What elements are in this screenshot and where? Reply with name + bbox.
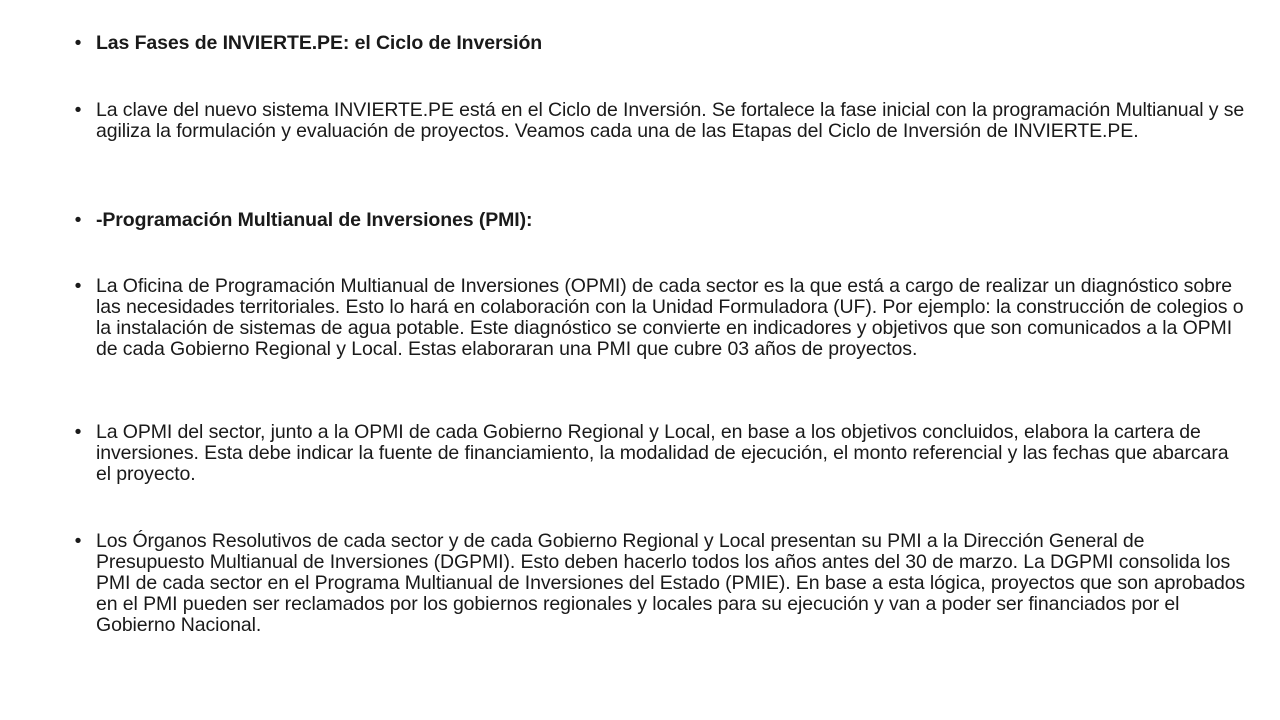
bullet-dot: • (74, 530, 82, 552)
opmi-text: La Oficina de Programación Multianual de Inversiones (OPMI) de cada sector es la que está a cargo de realizar un diagnóstico sobre las necesidades territoriales. Esto lo hará en colaboración con la Unidad Formuladora (UF). Por ejemplo: la construcción de colegios o la instalación de sistemas de agua potable. Este diagnóstico se convierte en indicadores y objetivos que son comunicados a la OPMI de cada Gobierno Regional y Local. Estas elaboraran una PMI que cubre 03 años de proyectos. (96, 275, 1244, 360)
organos-text: Los Órganos Resolutivos de cada sector y de cada Gobierno Regional y Local presentan su PMI a la Dirección General de Presupuesto Multianual de Inversiones (DGPMI). Esto deben hacerlo todos los años antes del 30 de marzo. La DGPMI consolida los PMI de cada sector en el Programa Multianual de Inversiones del Estado (PMIE). En base a esta lógica, proyectos que son aprobados en el PMI pueden ser reclamados por los gobiernos regionales y locales para su ejecución y van a poder ser financiados por el Gobierno Nacional. (96, 530, 1246, 636)
bullet-pmi-heading (74, 209, 1246, 231)
bullet-intro (74, 99, 1246, 142)
intro-text: La clave del nuevo sistema INVIERTE.PE está en el Ciclo de Inversión. Se fortalece la fase inicial con la programación Multianual y se agiliza la formulación y evaluación de proyectos. Veamos cada una de las Etapas del Ciclo de Inversión de INVIERTE.PE. (96, 99, 1245, 142)
bullet-opmi (74, 275, 1246, 360)
bullet-title (74, 32, 1246, 54)
bullet-dot: • (74, 209, 82, 231)
pmi-heading-text: -Programación Multianual de Inversiones (PMI): (96, 209, 533, 231)
cartera-text: La OPMI del sector, junto a la OPMI de cada Gobierno Regional y Local, en base a los objetivos concluidos, elabora la cartera de inversiones. Esta debe indicar la fuente de financiamiento, la modalidad de ejecución, el monto referencial y las fechas que abarcara el proyecto. (96, 421, 1229, 485)
title-text: Las Fases de INVIERTE.PE: el Ciclo de Inversión (96, 32, 543, 54)
bullet-organos (74, 530, 1246, 636)
bullet-cartera (74, 421, 1246, 485)
bullet-dot: • (74, 99, 82, 121)
bullet-dot: • (74, 275, 82, 297)
bullet-dot: • (74, 421, 82, 443)
bullet-dot: • (74, 32, 82, 54)
